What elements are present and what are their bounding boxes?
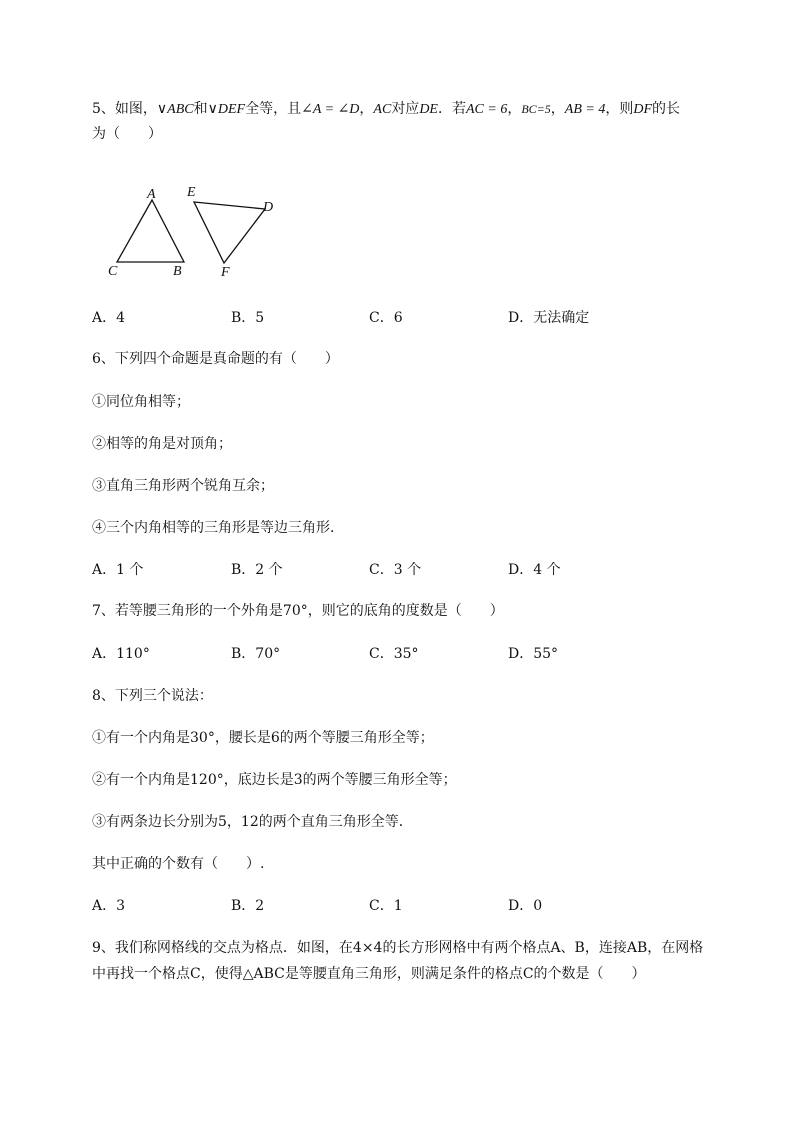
q6-option-d[interactable]: D．4 个: [508, 562, 561, 578]
q5-eq-ab: AB = 4: [564, 102, 606, 117]
q5-triangle-def: ∨DEF: [207, 102, 246, 117]
q5-sep-1: ，: [507, 101, 522, 117]
q6-option-b[interactable]: B．2 个: [231, 562, 283, 578]
q7-option-b[interactable]: B．70°: [231, 646, 281, 662]
q5-text-2: 和: [193, 101, 208, 117]
q6-item-2: ②相等的角是对顶角；: [92, 436, 232, 452]
q5-ac: AC: [373, 102, 392, 117]
q5-angles: ∠A = ∠D: [301, 102, 360, 117]
q5-text-7: ，则: [605, 101, 634, 117]
q8-summary: 其中正确的个数有（ ）.: [92, 856, 265, 872]
q5-text-6: ．若: [437, 101, 466, 117]
q5-triangle-abc: ∨ABC: [156, 102, 194, 117]
q5-text-4: ，: [359, 101, 374, 117]
q9-stem-line-1: 9、我们称网格线的交点为格点．如图，在4×4的长方形网格中有两个格点A、B，连接AB，在网格: [92, 940, 704, 956]
q5-text-3: 全等，且: [245, 101, 302, 117]
q5-text-5: 对应: [391, 101, 420, 117]
label-f: F: [221, 265, 230, 280]
label-d: D: [263, 200, 274, 215]
q8-item-2: ②有一个内角是120°，底边长是3的两个等腰三角形全等；: [92, 772, 457, 788]
label-c: C: [108, 264, 118, 279]
q5-stem: [92, 99, 680, 120]
q5-figure: [100, 180, 290, 280]
q5-text-1: 如图，: [114, 101, 157, 117]
q6-item-1: ①同位角相等；: [92, 394, 190, 410]
q5-sep-2: ，: [550, 101, 565, 117]
q5-options: [92, 308, 712, 328]
label-e: E: [187, 185, 196, 200]
label-b: B: [173, 264, 182, 279]
q9-stem-line-2: 中再找一个格点C，使得△ABC是等腰直角三角形，则满足条件的格点C的个数是（ ）: [92, 966, 646, 982]
q7-option-c[interactable]: C．35°: [369, 646, 419, 662]
q8-item-1: ①有一个内角是30°，腰长是6的两个等腰三角形全等；: [92, 730, 434, 746]
q7-option-a[interactable]: A．110°: [92, 646, 150, 662]
q5-option-b[interactable]: B．5: [231, 310, 265, 326]
q6-option-c[interactable]: C．3 个: [369, 562, 422, 578]
q8-option-a[interactable]: A．3: [92, 898, 126, 914]
triangle-abc-shape: [117, 200, 184, 262]
q6-item-3: ③直角三角形两个锐角互余；: [92, 478, 274, 494]
q6-item-4: ④三个内角相等的三角形是等边三角形．: [92, 520, 344, 536]
triangle-def-shape: [194, 202, 265, 263]
q5-eq-ac: AC = 6: [465, 102, 508, 117]
q5-option-d[interactable]: D．无法确定: [508, 310, 590, 326]
q8-option-d[interactable]: D．0: [508, 898, 543, 914]
q5-stem-line-2: 为（ ）: [92, 126, 162, 142]
q6-option-a[interactable]: A．1 个: [92, 562, 144, 578]
q5-option-a[interactable]: A．4: [92, 310, 126, 326]
q5-eq-bc: BC=5: [521, 102, 551, 116]
q5-de: DE: [419, 102, 438, 117]
q8-stem: 8、下列三个说法：: [92, 688, 213, 704]
q8-option-b[interactable]: B．2: [231, 898, 265, 914]
q7-stem: 7、若等腰三角形的一个外角是70°，则它的底角的度数是（ ）: [92, 603, 504, 619]
q8-options: [92, 896, 712, 916]
q6-options: [92, 560, 712, 580]
q5-text-8: 的长: [652, 101, 680, 117]
q5-number: 5、: [92, 101, 115, 117]
q7-option-d[interactable]: D．55°: [508, 646, 559, 662]
q7-options: [92, 644, 712, 664]
q6-stem: 6、下列四个命题是真命题的有（ ）: [92, 351, 339, 367]
q8-option-c[interactable]: C．1: [369, 898, 403, 914]
label-a: A: [147, 187, 156, 202]
q5-option-c[interactable]: C．6: [369, 310, 403, 326]
q5-df: DF: [633, 102, 652, 117]
q8-item-3: ③有两条边长分别为5，12的两个直角三角形全等．: [92, 814, 413, 830]
